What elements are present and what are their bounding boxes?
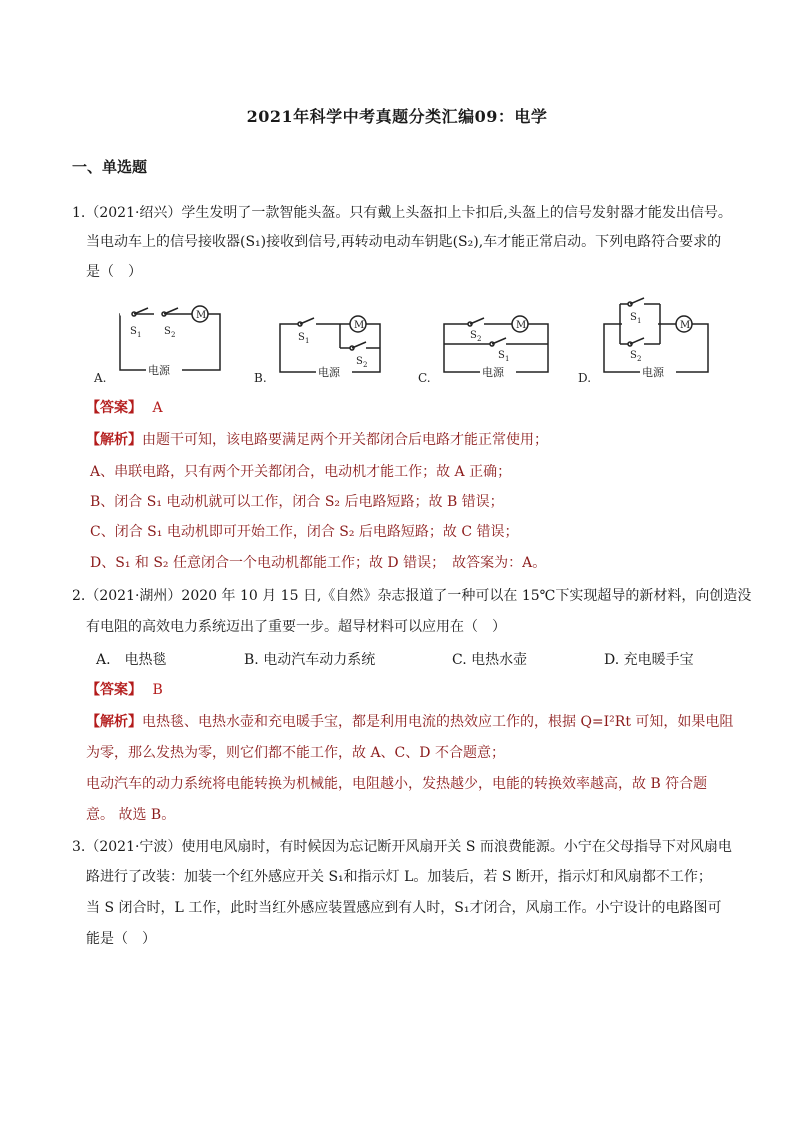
s2-label-a: S [164,326,171,337]
answer-tag: 【答案】 [86,682,142,698]
explanation-tag: 【解析】 [86,432,142,448]
q2-answer [86,680,163,700]
power-label-d: 电源 [642,366,664,379]
power-label-a: 电源 [148,364,170,377]
q2-explanation-0 [86,712,733,732]
s2-sub-b: 2 [363,361,368,369]
section-heading: 一、单选题 [72,158,148,176]
s2-sub-a: 2 [171,331,176,339]
answer-value: A [152,400,163,416]
q1-explanation-0 [86,430,548,450]
q1-circuit-options [88,292,738,392]
explanation-text: 由题干可知，该电路要满足两个开关都闭合后电路才能正常使用； [142,432,548,448]
explanation-text: 电热毯、电热水壶和充电暖手宝，都是利用电流的热效应工作的，根据 Q=I²Rt 可知，如果电阻 [142,714,734,730]
s2-sub-d: 2 [637,355,642,363]
q1-line2: 当电动车上的信号接收器(S₁)接收到信号,再转动电动车钥匙(S₂),车才能正常启动。下列电路符合要求的 [86,234,722,250]
answer-value: B [152,682,163,698]
q1-line1: 1.（2021·绍兴）学生发明了一款智能头盔。只有戴上头盔扣上卡扣后,头盔上的信号发射器才能发出信号。 [72,205,732,221]
s2-sub-c: 2 [477,335,482,343]
circuit-b [254,316,380,385]
s1-label-b: S [298,332,305,343]
q3-line1: 3.（2021·宁波）使用电风扇时，有时候因为忘记断开风扇开关 S 而浪费能源。小宁在父母指导下对风扇电 [72,839,732,855]
motor-label-a: M [196,310,207,321]
q2-option-b: B. 电动汽车动力系统 [244,652,376,668]
explanation-tag: 【解析】 [86,714,142,730]
motor-label-c: M [516,320,527,331]
page-title: 2021年科学中考真题分类汇编09：电学 [246,107,548,126]
q2-option-a: A. 电热毯 [96,652,167,668]
q1-answer [86,398,163,418]
s1-label-c: S [498,350,505,361]
circuit-a [93,306,220,385]
power-label-b: 电源 [318,366,340,379]
q3-line2: 路进行了改装：加装一个红外感应开关 S₁和指示灯 L。加装后，若 S 断开，指示灯和风扇都不工作； [86,869,712,885]
s1-sub-b: 1 [305,337,310,345]
q2-line1: 2.（2021·湖州）2020 年 10 月 15 日,《自然》杂志报道了一种可以在 15℃下实现超导的新材料，向创造没 [72,588,752,604]
power-label-c: 电源 [482,366,504,379]
option-c-label: C. [418,371,431,385]
q2-option-d: D. 充电暖手宝 [604,652,694,668]
q3-line4: 能是（ ） [86,931,156,947]
motor-label-d: M [680,320,691,331]
option-a-label: A. [94,371,107,385]
motor-label-b: M [354,320,365,331]
q3-line3: 当 S 闭合时，L 工作，此时当红外感应装置感应到有人时，S₁才闭合，风扇工作。小宁设计的电路图可 [86,900,722,916]
q1-line3: 是（ ） [86,264,142,280]
s2-label-d: S [630,350,637,361]
q2-explanation-3: 意。 故选 B。 [86,807,176,823]
answer-tag: 【答案】 [86,400,142,416]
s1-label-d: S [630,312,637,323]
q1-explanation-1: A、串联电路，只有两个开关都闭合，电动机才能工作；故 A 正确； [90,464,512,480]
q2-line2: 有电阻的高效电力系统迈出了重要一步。超导材料可以应用在（ ） [86,619,506,635]
s1-sub-c: 1 [505,355,510,363]
s1-sub-d: 1 [637,317,642,325]
q1-explanation-3: C、闭合 S₁ 电动机即可开始工作，闭合 S₂ 后电路短路；故 C 错误； [90,524,519,540]
q2-option-c: C. 电热水壶 [452,652,528,668]
option-d-label: D. [578,371,592,385]
circuit-d [578,298,708,385]
circuit-c [418,316,548,385]
q2-explanation-1: 为零，那么发热为零，则它们都不能工作，故 A、C、D 不合题意； [86,745,505,761]
s1-sub-a: 1 [137,331,142,339]
q1-explanation-2: B、闭合 S₁ 电动机就可以工作，闭合 S₂ 后电路短路；故 B 错误； [90,494,504,510]
s1-label-a: S [130,326,137,337]
q2-explanation-2: 电动汽车的动力系统将电能转换为机械能，电阻越小，发热越少，电能的转换效率越高，故 B 符合题 [86,776,708,792]
option-b-label: B. [254,371,267,385]
s2-label-c: S [470,330,477,341]
q1-explanation-4: D、S₁ 和 S₂ 任意闭合一个电动机都能工作；故 D 错误； 故答案为：A。 [90,555,547,571]
s2-label-b: S [356,356,363,367]
